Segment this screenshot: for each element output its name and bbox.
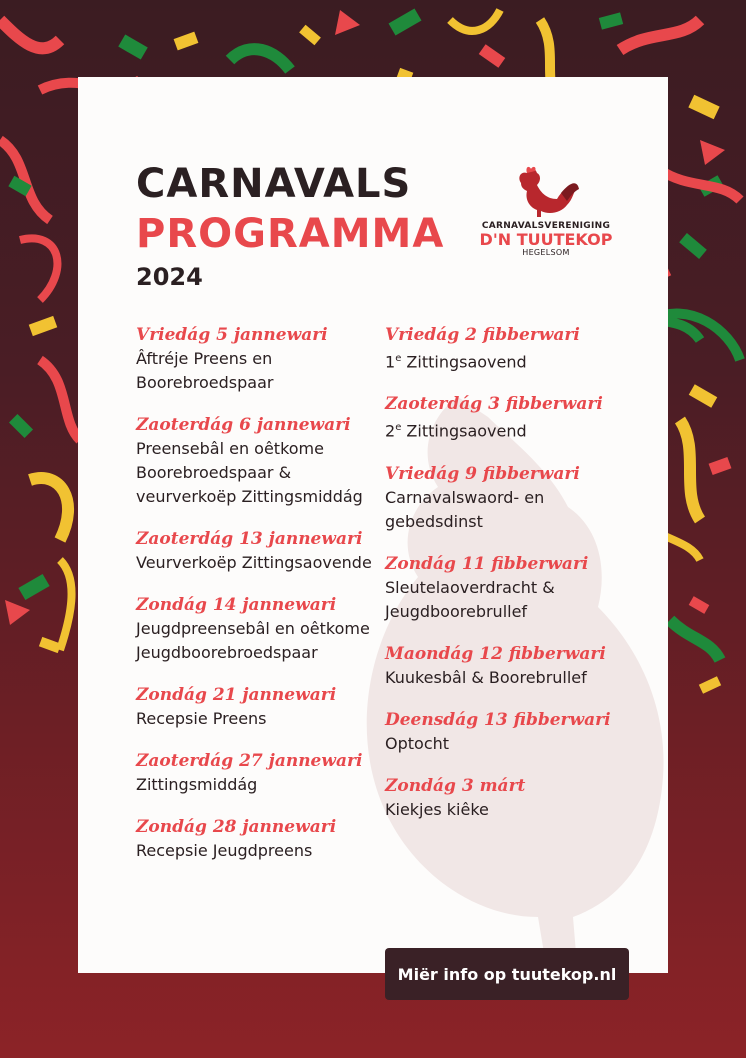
event-description: Kiekjes kiêke — [385, 799, 489, 819]
rooster-icon — [511, 163, 581, 219]
event-description: Âftréje Preens en Boorebroedspaar — [136, 349, 274, 392]
event-date: Deensdág 13 fibberwari — [385, 709, 611, 730]
event-ordinal-suffix: e — [395, 353, 402, 364]
event-description-rest: Zittingsaovend — [401, 352, 527, 372]
event-date: Vriedág 2 fibberwari — [385, 325, 580, 345]
event-date: Zondág 3 márt — [385, 775, 526, 796]
event-item — [136, 815, 386, 863]
event-item — [136, 527, 386, 575]
title-carnavals: CARNAVALS — [136, 161, 412, 207]
event-item — [136, 323, 386, 395]
event-date: Zaoterdág 3 fibberwari — [385, 394, 603, 415]
program-card — [78, 77, 668, 984]
event-description — [385, 416, 625, 443]
events-right-column — [385, 323, 625, 840]
event-description: Recepsie Preens — [136, 709, 267, 728]
title-programma: PROGRAMMA — [136, 211, 445, 257]
logo-line-1: CARNAVALSVERENIGING — [481, 221, 611, 231]
event-description-rest: Zittingsaovend — [401, 421, 527, 441]
event-date: Vriedág 9 fibberwari — [385, 463, 580, 484]
event-date: Zaoterdág 27 jannewari — [136, 751, 363, 771]
event-date: Zondág 11 fibberwari — [385, 553, 589, 574]
event-item — [385, 774, 625, 822]
event-item — [385, 323, 625, 374]
title-year: 2024 — [136, 263, 203, 291]
event-date: Vriedág 5 jannewari — [136, 325, 328, 345]
event-description: Zittingsmiddág — [136, 775, 258, 794]
event-item — [385, 462, 625, 534]
event-item — [136, 593, 386, 665]
event-description: Carnavalswaord- en gebedsdinst — [385, 487, 545, 531]
event-date: Zondág 14 jannewari — [136, 595, 337, 615]
event-ordinal: 1 — [385, 352, 396, 372]
event-description — [385, 347, 625, 374]
event-description: Kuukesbâl & Boorebrullef — [385, 667, 587, 687]
event-item — [385, 392, 625, 443]
event-date: Zondág 28 jannewari — [136, 817, 337, 837]
events-left-column — [136, 323, 386, 881]
more-info-button[interactable]: Miër info op tuutekop.nl — [385, 948, 629, 1000]
event-description: Jeugdpreensebâl en oêtkome Jeugdboorebroedspaar — [136, 619, 370, 662]
logo-line-2: D'N TUUTEKOP — [479, 230, 613, 249]
event-ordinal: 2 — [385, 421, 396, 441]
event-item — [385, 708, 625, 756]
club-logo — [466, 163, 626, 263]
event-date: Zondág 21 jannewari — [136, 685, 337, 705]
event-description: Recepsie Jeugdpreens — [136, 841, 313, 860]
event-item — [136, 683, 386, 731]
event-description: Preensebâl en oêtkome Boorebroedspaar & veurverkoëp Zittingsmiddág — [136, 439, 363, 506]
event-item — [136, 413, 386, 509]
event-description: Sleutelaoverdracht & Jeugdboorebrullef — [385, 577, 555, 621]
event-item — [385, 642, 625, 690]
event-date: Maondág 12 fibberwari — [385, 643, 606, 664]
event-ordinal-suffix: e — [395, 422, 402, 434]
event-description: Optocht — [385, 733, 450, 753]
event-description: Veurverkoëp Zittingsaovende — [136, 553, 372, 572]
event-item — [136, 749, 386, 797]
event-date: Zaoterdág 13 jannewari — [136, 529, 363, 549]
event-date: Zaoterdág 6 jannewari — [136, 415, 351, 435]
logo-line-3: HEGELSOM — [522, 248, 570, 257]
event-item — [385, 552, 625, 624]
